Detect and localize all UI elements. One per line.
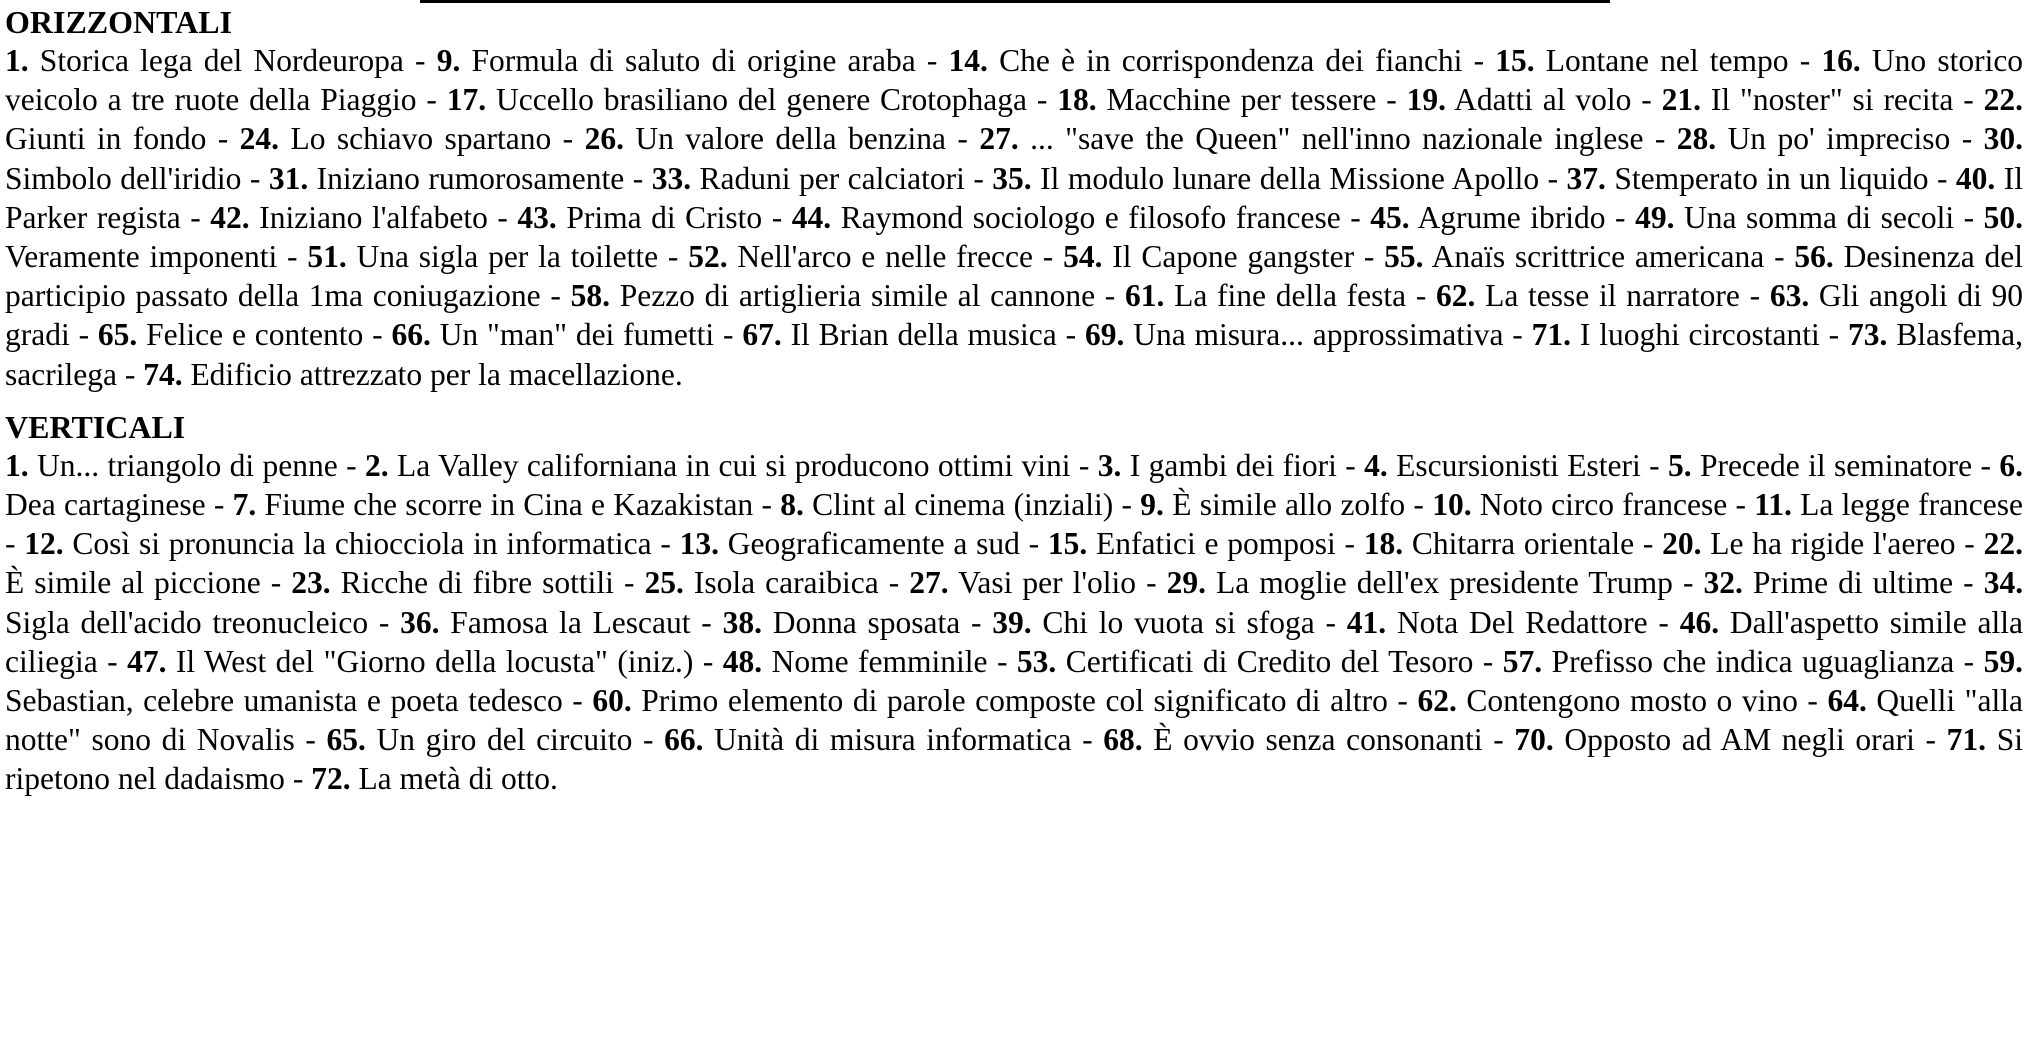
clue-text: Gli angoli di 90 gradi xyxy=(5,278,2024,353)
clue-item xyxy=(1364,448,1641,483)
clue-item xyxy=(269,161,624,196)
clue-number: 56. xyxy=(1794,239,1834,275)
clue-number: 62. xyxy=(1417,683,1457,719)
clue-number: 37. xyxy=(1566,160,1606,196)
clue-number: 6. xyxy=(1999,447,2024,483)
clue-text: Un valore della benzina xyxy=(635,121,946,157)
clue-item xyxy=(1125,278,1406,313)
clue-number: 19. xyxy=(1406,82,1447,118)
clue-item xyxy=(1436,278,1740,313)
clue-item xyxy=(233,487,754,522)
clue-text: Un "man" dei fumetti xyxy=(439,317,715,353)
clue-text: Desinenza del participio passato della 1ma coniugazione xyxy=(5,239,2024,314)
clue-text: Vasi per l'olio xyxy=(958,565,1137,601)
clue-item xyxy=(1407,82,1632,117)
clue-number: 62. xyxy=(1436,278,1476,314)
clue-item xyxy=(992,605,1314,640)
clue-item xyxy=(1057,82,1376,117)
clue-number: 61. xyxy=(1125,278,1165,314)
clue-number: 25. xyxy=(644,565,684,601)
clue-number: 27. xyxy=(979,121,1019,157)
clue-item xyxy=(1098,448,1337,483)
clue-text: Iniziano rumorosamente xyxy=(316,160,625,196)
clue-text: Agrume ibrido xyxy=(1417,199,1606,235)
clue-text: Le ha rigide l'aereo xyxy=(1710,526,1956,562)
clue-number: 45. xyxy=(1370,199,1410,235)
clue-item xyxy=(1677,121,1951,156)
clue-number: 64. xyxy=(1827,683,1867,719)
clue-number: 41. xyxy=(1346,604,1387,640)
clue-text: Una sigla per la toilette xyxy=(356,239,659,275)
clue-text: Nome femminile xyxy=(771,643,988,679)
clue-text: I gambi dei fiori xyxy=(1129,447,1337,483)
verticali-clue-list: 1. Un... triangolo di penne - 2. La Valley californiana in cui si producono ottimi vini - 3. I gambi dei fiori - 4. Escursionisti Esteri - 5. Precede il seminatore - 6. Dea cartaginese - 7. Fiume che scorre in Cina e Kazakistan - 8. Clint al cinema (inziali) - 9. È simile allo zolfo - 10. Noto circo francese - 11. La legge francese - 12. Così si pronuncia la chiocciola in informatica - 13. Geograficamente a sud - 15. Enfatici e pomposi - 18. Chitarra orientale - 20. Le ha rigide l'aereo - 22. È simile al piccione - 23. Ricche di fibre sottili - 25. Isola caraibica - 27. Vasi per l'olio - 29. La moglie dell'ex presidente Trump - 32. Prime di ultime - 34. Sigla dell'acido treonucleico - 36. Famosa la Lescaut - 38. Donna sposata - 39. Chi lo vuota si sfoga - 41. Nota Del Redattore - 46. Dall'aspetto simile alla ciliegia - 47. Il West del "Giorno della locusta" (iniz.) - 48. Nome femminile - 53. Certificati di Credito del Tesoro - 57. Prefisso che indica uguaglianza - 59. Sebastian, celebre umanista e poeta tedesco - 60. Primo elemento di parole composte col significato di altro - 62. Contengono mosto o vino - 64. Quelli "alla notte" sono di Novalis - 65. Un giro del circuito - 66. Unità di misura informatica - 68. È ovvio senza consonanti - 70. Opposto ad AM negli orari - 71. Si ripetono nel dadaismo - 72. La metà di otto. xyxy=(5,447,2024,797)
clue-number: 44. xyxy=(791,199,832,235)
clue-item xyxy=(307,239,658,274)
clue-text: Quelli "alla notte" sono di Novalis xyxy=(5,683,2024,758)
clue-text: Il Brian della musica xyxy=(790,317,1057,353)
clue-item xyxy=(664,722,1071,757)
clue-text: È simile allo zolfo xyxy=(1172,487,1406,523)
clue-text: Dea cartaginese xyxy=(5,487,206,523)
clue-number: 7. xyxy=(232,487,257,523)
clue-item xyxy=(571,278,1095,313)
clue-number: 42. xyxy=(210,199,250,235)
clue-number: 46. xyxy=(1679,604,1720,640)
clue-text: Chi lo vuota si sfoga xyxy=(1042,604,1315,640)
clue-number: 11. xyxy=(1754,487,1792,523)
clue-item xyxy=(1668,448,1972,483)
clue-number: 18. xyxy=(1057,82,1097,118)
clue-text: Pezzo di artiglieria simile al cannone xyxy=(619,278,1096,314)
clue-item xyxy=(1370,200,1605,235)
clue-item xyxy=(742,317,1056,352)
clue-item xyxy=(1662,82,1954,117)
clue-item xyxy=(1048,526,1336,561)
clue-item xyxy=(680,526,1020,561)
clue-number: 32. xyxy=(1703,565,1743,601)
clue-text: Il West del "Giorno della locusta" (iniz.) xyxy=(175,643,694,679)
clue-text: È ovvio senza consonanti xyxy=(1153,722,1483,758)
clue-number: 15. xyxy=(1495,43,1535,78)
clue-text: Unità di misura informatica xyxy=(714,722,1072,758)
clue-item xyxy=(1347,605,1648,640)
clue-number: 52. xyxy=(688,239,728,275)
clue-text: Anaïs scrittrice americana xyxy=(1431,239,1765,275)
clue-text: Il Capone gangster xyxy=(1112,239,1355,275)
clue-text: Così si pronuncia la chiocciola in informatica xyxy=(72,526,652,562)
clue-item xyxy=(5,448,338,483)
clue-item xyxy=(792,200,1341,235)
clue-text: Giunti in fondo xyxy=(5,121,207,157)
clue-number: 16. xyxy=(1821,43,1861,78)
clue-text: I luoghi circostanti xyxy=(1579,317,1820,353)
clue-text: La moglie dell'ex presidente Trump xyxy=(1216,565,1673,601)
clue-text: Famosa la Lescaut xyxy=(450,604,691,640)
clue-number: 22. xyxy=(1983,526,2023,562)
clue-number: 18. xyxy=(1363,526,1404,562)
clue-text: Nota Del Redattore xyxy=(1396,604,1648,640)
clue-item xyxy=(1384,239,1764,274)
clue-number: 34. xyxy=(1983,565,2024,601)
clue-number: 31. xyxy=(268,160,309,196)
clue-number: 1. xyxy=(5,43,29,78)
clue-number: 67. xyxy=(742,317,782,353)
clue-number: 8. xyxy=(780,487,804,523)
clue-item xyxy=(1017,644,1473,679)
clue-number: 29. xyxy=(1166,565,1206,601)
clue-item xyxy=(210,200,488,235)
clue-text: Raduni per calciatori xyxy=(699,160,965,196)
clue-item xyxy=(291,565,614,600)
clue-text: Edificio attrezzato per la macellazione. xyxy=(190,356,683,392)
clue-number: 14. xyxy=(948,43,988,78)
clue-text: Fiume che scorre in Cina e Kazakistan xyxy=(264,487,754,523)
clue-text: Veramente imponenti xyxy=(5,239,278,275)
clue-text: Enfatici e pomposi xyxy=(1096,526,1336,562)
clue-number: 71. xyxy=(1531,317,1572,353)
clue-text: Blasfema, sacrilega xyxy=(5,317,2024,392)
clue-number: 12. xyxy=(24,526,64,562)
clue-text: Isola caraibica xyxy=(693,565,879,601)
clue-number: 48. xyxy=(722,643,763,679)
clue-item xyxy=(992,161,1539,196)
clue-number: 72. xyxy=(311,761,351,797)
clue-number: 66. xyxy=(664,722,704,758)
clue-item xyxy=(517,200,762,235)
clue-number: 70. xyxy=(1514,722,1554,758)
clue-text: La legge francese xyxy=(1800,487,2024,523)
clue-text: Il "noster" si recita xyxy=(1710,82,1954,118)
clue-number: 58. xyxy=(570,278,610,314)
clue-number: 10. xyxy=(1432,487,1472,523)
clue-number: 57. xyxy=(1502,643,1543,679)
clue-text: Un... triangolo di penne xyxy=(37,447,338,483)
clue-text: Formula di saluto di origine araba xyxy=(471,43,916,78)
clue-number: 54. xyxy=(1063,239,1103,275)
clue-item xyxy=(585,121,946,156)
clue-text: Stemperato in un liquido xyxy=(1614,160,1929,196)
clue-number: 71. xyxy=(1946,722,1987,758)
clue-text: Donna sposata xyxy=(772,604,961,640)
clue-text: Dall'aspetto simile alla ciliegia xyxy=(5,604,2024,679)
clue-item xyxy=(1532,317,1820,352)
clue-item xyxy=(1514,722,1915,757)
clue-item xyxy=(1085,317,1503,352)
clue-item xyxy=(311,761,558,796)
orizzontali-title: ORIZZONTALI xyxy=(5,4,233,40)
clue-number: 3. xyxy=(1097,447,1122,483)
clue-text: Prima di Cristo xyxy=(566,199,763,235)
clue-text: Chitarra orientale xyxy=(1411,526,1635,562)
clue-number: 65. xyxy=(326,722,366,758)
clue-number: 17. xyxy=(446,82,487,118)
clue-number: 49. xyxy=(1635,199,1675,235)
clue-item xyxy=(1495,43,1788,78)
clue-text: Si ripetono nel dadaismo xyxy=(5,722,2023,797)
clue-number: 27. xyxy=(909,565,949,601)
clue-item xyxy=(1364,526,1634,561)
verticali-title: VERTICALI xyxy=(5,408,186,445)
clue-text: Una somma di secoli xyxy=(1684,199,1955,235)
clue-number: 22. xyxy=(1983,82,2024,118)
clue-item xyxy=(1662,526,1955,561)
clue-number: 24. xyxy=(239,121,280,157)
clue-text: Noto circo francese xyxy=(1479,487,1728,523)
clue-text: ... "save the Queen" nell'inno nazionale inglese xyxy=(1030,121,1644,157)
clue-number: 4. xyxy=(1364,447,1388,483)
clue-item xyxy=(327,722,633,757)
clue-text: Il modulo lunare della Missione Apollo xyxy=(1040,160,1540,196)
clue-text: Uccello brasiliano del genere Crotophaga xyxy=(495,82,1028,118)
orizzontali-section xyxy=(5,3,2023,394)
clue-text: Simbolo dell'iridio xyxy=(5,160,242,196)
clue-text: Che è in corrispondenza dei fianchi xyxy=(999,43,1463,78)
clue-number: 69. xyxy=(1084,317,1125,353)
clue-item xyxy=(979,121,1643,156)
clue-number: 68. xyxy=(1103,722,1143,758)
clue-text: Contengono mosto o vino xyxy=(1466,683,1798,719)
clue-text: È simile al piccione xyxy=(5,565,261,601)
clue-number: 40. xyxy=(1955,160,1996,196)
clue-item xyxy=(5,43,404,78)
clue-number: 1. xyxy=(5,447,29,483)
clue-text: Prime di ultime xyxy=(1752,565,1954,601)
clue-text: Nell'arco e nelle frecce xyxy=(737,239,1033,275)
clue-text: Prefisso che indica uguaglianza xyxy=(1551,643,1955,679)
clue-item xyxy=(240,121,552,156)
clue-text: Sebastian, celebre umanista e poeta tedesco xyxy=(5,683,563,719)
clue-text: Storica lega del Nordeuropa xyxy=(39,43,404,78)
clue-number: 51. xyxy=(307,239,347,275)
clue-item xyxy=(447,82,1027,117)
clue-item xyxy=(1754,487,2023,522)
clue-text: La Valley californiana in cui si producono ottimi vini xyxy=(396,447,1071,483)
clue-text: Raymond sociologo e filosofo francese xyxy=(840,199,1341,235)
clue-item xyxy=(437,43,916,78)
clue-item xyxy=(1432,487,1727,522)
crossword-clues-page xyxy=(5,3,2023,799)
clue-item xyxy=(1167,565,1673,600)
clue-number: 55. xyxy=(1384,239,1424,275)
clue-item xyxy=(1703,565,1953,600)
clue-item xyxy=(1567,161,1929,196)
clue-number: 35. xyxy=(992,160,1032,196)
clue-number: 9. xyxy=(1140,487,1164,523)
clue-item xyxy=(391,317,714,352)
clue-item xyxy=(688,239,1033,274)
clue-number: 5. xyxy=(1668,447,1692,483)
clue-number: 73. xyxy=(1847,317,1888,353)
clue-item xyxy=(592,683,1388,718)
clue-text: La tesse il narratore xyxy=(1485,278,1740,314)
clue-text: Ricche di fibre sottili xyxy=(340,565,614,601)
clue-item xyxy=(400,605,690,640)
clue-number: 9. xyxy=(436,43,461,78)
clue-number: 20. xyxy=(1662,526,1702,562)
clue-number: 47. xyxy=(127,643,167,679)
clue-number: 28. xyxy=(1676,121,1717,157)
verticali-section xyxy=(5,408,2023,799)
clue-item xyxy=(909,565,1136,600)
clue-number: 66. xyxy=(391,317,431,353)
clue-text: Certificati di Credito del Tesoro xyxy=(1065,643,1474,679)
clue-text: Macchine per tessere xyxy=(1106,82,1377,118)
clue-number: 33. xyxy=(651,160,692,196)
clue-item xyxy=(949,43,1463,78)
clue-text: Lontane nel tempo xyxy=(1545,43,1789,78)
clue-text: Sigla dell'acido treonucleico xyxy=(5,604,369,640)
clue-number: 23. xyxy=(291,565,331,601)
clue-text: Geograficamente a sud xyxy=(727,526,1020,562)
clue-number: 65. xyxy=(97,317,138,353)
clue-item xyxy=(1417,683,1797,718)
clue-text: Un po' impreciso xyxy=(1727,121,1951,157)
clue-item xyxy=(127,644,693,679)
clue-number: 36. xyxy=(400,604,440,640)
clue-item xyxy=(1635,200,1954,235)
clue-item xyxy=(652,161,965,196)
clue-text: Una misura... approssimativa xyxy=(1133,317,1504,353)
clue-item xyxy=(98,317,363,352)
clue-number: 74. xyxy=(143,356,183,392)
clue-item xyxy=(365,448,1071,483)
clue-text: Il Parker regista xyxy=(5,160,2024,235)
clue-number: 13. xyxy=(679,526,719,562)
clue-text: Clint al cinema (inziali) xyxy=(812,487,1114,523)
clue-text: Lo schiavo spartano xyxy=(290,121,552,157)
clue-item xyxy=(1140,487,1405,522)
clue-text: Felice e contento xyxy=(146,317,364,353)
clue-text: Escursionisti Esteri xyxy=(1396,447,1641,483)
clue-item xyxy=(1503,644,1955,679)
clue-number: 2. xyxy=(364,447,389,483)
clue-item xyxy=(143,357,683,392)
clue-item xyxy=(1063,239,1354,274)
clue-text: Adatti al volo xyxy=(1454,82,1632,118)
clue-text: Iniziano l'alfabeto xyxy=(259,199,488,235)
clue-text: Un giro del circuito xyxy=(376,722,633,758)
clue-number: 59. xyxy=(1983,643,2023,679)
clue-number: 26. xyxy=(584,121,624,157)
clue-number: 21. xyxy=(1661,82,1701,118)
clue-item xyxy=(780,487,1113,522)
clue-text: La fine della festa xyxy=(1174,278,1407,314)
clue-number: 15. xyxy=(1047,526,1088,562)
clue-item xyxy=(723,644,988,679)
clue-text: Opposto ad AM negli orari xyxy=(1564,722,1915,758)
clue-number: 63. xyxy=(1769,278,1810,314)
clue-item xyxy=(24,526,651,561)
clue-text: Primo elemento di parole composte col significato di altro xyxy=(641,683,1388,719)
clue-item xyxy=(1103,722,1482,757)
clue-number: 50. xyxy=(1983,199,2024,235)
clue-number: 60. xyxy=(592,683,632,719)
clue-number: 53. xyxy=(1016,643,1057,679)
clue-item xyxy=(644,565,878,600)
clue-number: 39. xyxy=(992,604,1032,640)
clue-text: Uno storico veicolo a tre ruote della Piaggio xyxy=(5,43,2024,118)
clue-item xyxy=(723,605,961,640)
clue-number: 38. xyxy=(722,604,762,640)
clue-text: La metà di otto. xyxy=(358,761,558,797)
orizzontali-clue-list: 1. Storica lega del Nordeuropa - 9. Formula di saluto di origine araba - 14. Che è in corrispondenza dei fianchi - 15. Lontane nel tempo - 16. Uno storico veicolo a tre ruote della Piaggio - 17. Uccello brasiliano del genere Crotophaga - 18. Macchine per tessere - 19. Adatti al volo - 21. Il "noster" si recita - 22. Giunti in fondo - 24. Lo schiavo spartano - 26. Un valore della benzina - 27. ... "save the Queen" nell'inno nazionale inglese - 28. Un po' impreciso - 30. Simbolo dell'iridio - 31. Iniziano rumorosamente - 33. Raduni per calciatori - 35. Il modulo lunare della Missione Apollo - 37. Stemperato in un liquido - 40. Il Parker regista - 42. Iniziano l'alfabeto - 43. Prima di Cristo - 44. Raymond sociologo e filosofo francese - 45. Agrume ibrido - 49. Una somma di secoli - 50. Veramente imponenti - 51. Una sigla per la toilette - 52. Nell'arco e nelle frecce - 54. Il Capone gangster - 55. Anaïs scrittrice americana - 56. Desinenza del participio passato della 1ma coniugazione - 58. Pezzo di artiglieria simile al cannone - 61. La fine della festa - 62. La tesse il narratore - 63. Gli angoli di 90 gradi - 65. Felice e contento - 66. Un "man" dei fumetti - 67. Il Brian della musica - 69. Una misura... approssimativa - 71. I luoghi circostanti - 73. Blasfema, sacrilega - 74. Edificio attrezzato per la macellazione. xyxy=(5,43,2024,392)
clue-text: Precede il seminatore xyxy=(1700,447,1973,483)
clue-number: 43. xyxy=(517,199,557,235)
clue-number: 30. xyxy=(1983,121,2023,157)
